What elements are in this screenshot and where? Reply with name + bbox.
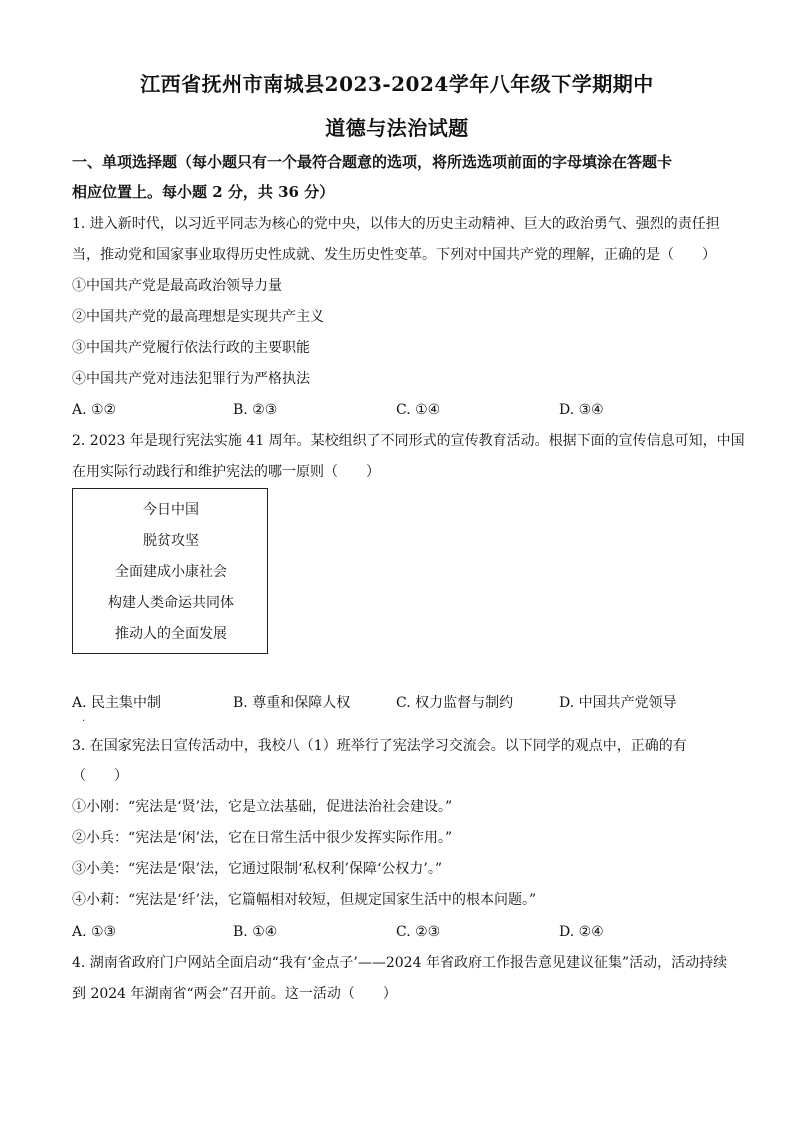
exam-subject: 道德与法治试题 [325,116,469,140]
q1-stem: 1. 进入新时代，以习近平同志为核心的党中央，以伟大的历史主动精神、巨大的政治勇气、强烈的责任担 [72,216,720,232]
box-item: 构建人类命运共同体 [108,595,234,611]
section-heading: 一、单项选择题（每小题只有一个最符合题意的选项，将所选选项前面的字母填涂在答题卡 [72,153,673,171]
q3-option-a: A. ①③ [72,924,117,940]
q3-statement: ②小兵：“宪法是‘闲’法，它在日常生活中很少发挥实际作用。” [72,830,453,846]
q2-option-a: A. 民主集中制 [72,695,162,711]
q2-stem-cont: 在用实际行动践行和维护宪法的哪一原则（ ） [72,464,380,480]
q3-statement: ①小刚：“宪法是‘贤’法，它是立法基础，促进法治社会建设。” [72,799,453,815]
q3-statement: ③小美：“宪法是‘限’法，它通过限制‘私权利’保障‘公权力’。” [72,861,443,877]
q1-statement: ③中国共产党履行依法行政的主要职能 [72,340,310,356]
q1-statement: ②中国共产党的最高理想是实现共产主义 [72,309,324,325]
box-item: 推动人的全面发展 [115,626,227,642]
q4-stem: 4. 湖南省政府门户网站全面启动“我有‘金点子’——2024 年省政府工作报告意见建议征集”活动，活动持续 [72,955,728,971]
q3-stem-cont: （ ） [72,768,128,784]
q1-option-d: D. ③④ [559,402,604,418]
box-item: 今日中国 [143,502,199,518]
q2-option-d: D. 中国共产党领导 [559,695,677,711]
q2-option-b: B. 尊重和保障人权 [233,695,351,711]
q1-stem-cont: 当，推动党和国家事业取得历史性成就、发生历史性变革。下列对中国共产党的理解，正确的是（ ） [72,247,716,263]
q3-stem: 3. 在国家宪法日宣传活动中，我校八（1）班举行了宪法学习交流会。以下同学的观点中，正确的有 [72,738,687,754]
exam-title: 江西省抚州市南城县2023-2024学年八年级下学期期中 [140,72,654,96]
q1-statement: ①中国共产党是最高政治领导力量 [72,278,282,294]
q2-stem: 2. 2023 年是现行宪法实施 41 周年。某校组织了不同形式的宣传教育活动。根据下面的宣传信息可知，中国 [72,433,745,449]
q3-option-b: B. ①④ [233,924,278,940]
stray-dot: · [82,716,86,727]
q1-option-c: C. ①④ [396,402,441,418]
q1-option-a: A. ①② [72,402,117,418]
q2-info-box [72,488,268,654]
q4-stem-cont: 到 2024 年湖南省“两会”召开前。这一活动（ ） [72,986,397,1002]
q1-option-b: B. ②③ [233,402,278,418]
box-item: 全面建成小康社会 [115,564,227,580]
box-item: 脱贫攻坚 [143,533,199,549]
q2-option-c: C. 权力监督与制约 [396,695,514,711]
q1-statement: ④中国共产党对违法犯罪行为严格执法 [72,371,310,387]
q3-statement: ④小莉：“宪法是‘纤’法，它篇幅相对较短，但规定国家生活中的根本问题。” [72,892,537,908]
q3-option-d: D. ②④ [559,924,604,940]
section-heading-cont: 相应位置上。每小题 2 分，共 36 分） [72,183,335,201]
q3-option-c: C. ②③ [396,924,441,940]
